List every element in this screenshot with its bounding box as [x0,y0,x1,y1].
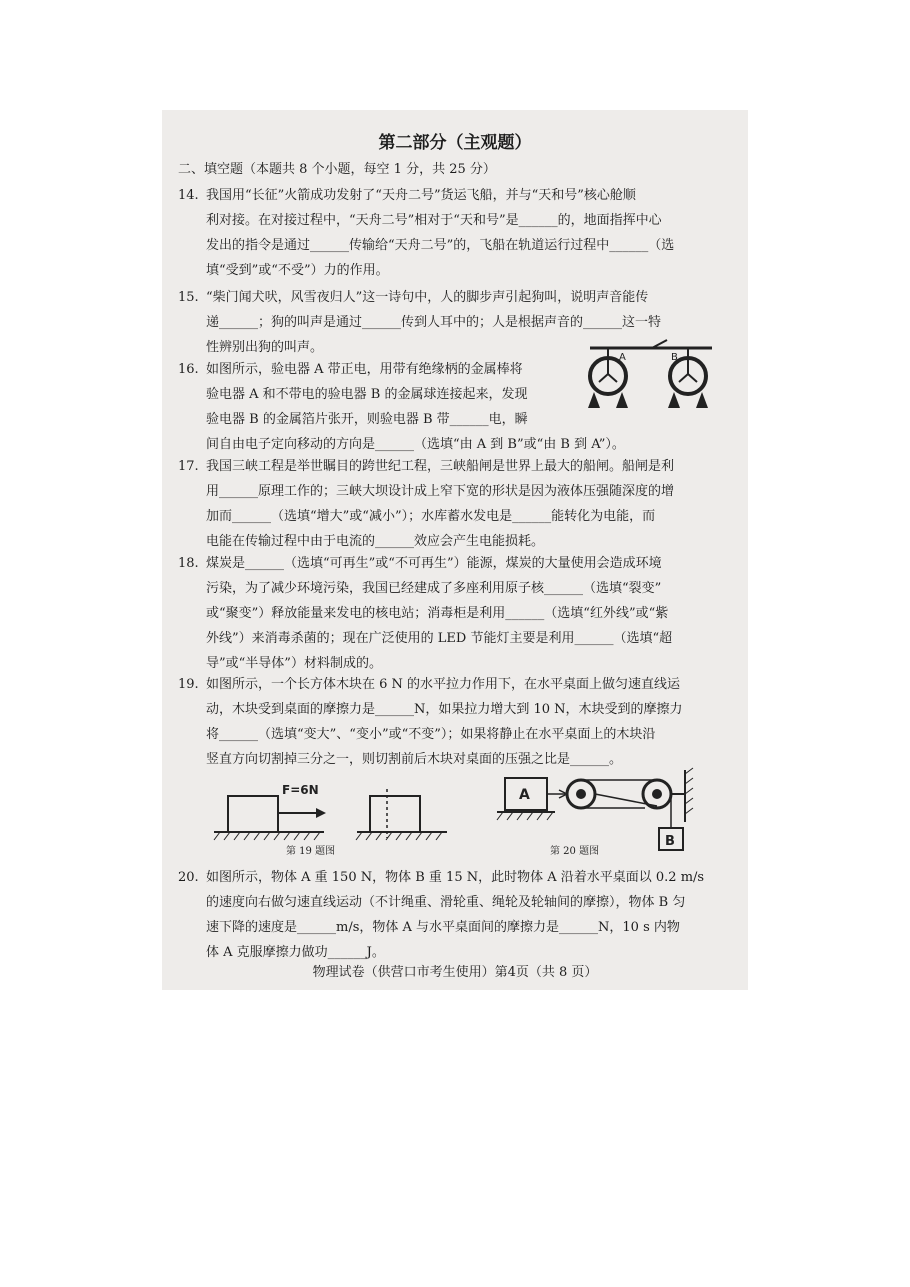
question-number: 18. [178,556,199,571]
question-line: 煤炭是______（选填“可再生”或“不可再生”）能源，煤炭的大量使用会造成环境 [206,556,662,571]
page-title: 第二部分（主观题） [378,133,532,153]
force-label: F=6N [282,783,319,797]
question-line: 验电器 B 的金属箔片张开，则验电器 B 带______电，瞬 [206,412,528,427]
question-line: 外线”）来消毒杀菌的；现在广泛使用的 LED 节能灯主要是利用______（选填“超 [206,631,673,646]
page-footer: 物理试卷（供营口市考生使用）第4页（共 8 页） [312,965,598,980]
question-number: 19. [178,677,199,692]
electroscope-a-label: A [619,352,626,363]
object-a-label: A [519,787,530,803]
question-line: 速下降的速度是______m/s，物体 A 与水平桌面间的摩擦力是______N，10 s 内物 [206,920,680,935]
question-line: 将______（选填“变大”、“变小”或“不变”）；如果将静止在水平桌面上的木块沿 [206,727,656,742]
question-19 [178,672,738,772]
question-line: 动，木块受到桌面的摩擦力是______N，如果拉力增大到 10 N，木块受到的摩擦力 [206,702,683,717]
question-line: 如图所示，一个长方体木块在 6 N 的水平拉力作用下，在水平桌面上做匀速直线运 [206,677,681,692]
question-line: 导”或“半导体”）材料制成的。 [206,656,382,671]
question-17 [178,454,738,554]
question-line: 利对接。在对接过程中，“天舟二号”相对于“天和号”是______的，地面指挥中心 [206,213,662,228]
exam-page-scan [162,110,748,990]
question-number: 17. [178,459,199,474]
question-line: 或“聚变”）释放能量来发电的核电站；消毒柜是利用______（选填“红外线”或“紫 [206,606,669,621]
question-line: 验电器 A 和不带电的验电器 B 的金属球连接起来，发现 [206,387,528,402]
question-line: 发出的指令是通过______传输给“天舟二号”的，飞船在轨道运行过程中______（选 [206,238,675,253]
figure-19-caption: 第 19 题图 [286,846,336,857]
question-line: “柴门闻犬吠，风雪夜归人”这一诗句中，人的脚步声引起狗叫，说明声音能传 [206,290,649,305]
electroscope-b-label: B [671,352,678,363]
question-line: 加而______（选填“增大”或“减小”）；水库蓄水发电是______能转化为电能，而 [206,509,656,524]
question-line: 的速度向右做匀速直线运动（不计绳重、滑轮重、绳轮及轮轴间的摩擦），物体 B 匀 [206,895,686,910]
pulley-system-figure [495,766,705,854]
question-line: 间自由电子定向移动的方向是______（选填“由 A 到 B”或“由 B 到 A”）。 [206,437,625,452]
block-pull-figure [212,775,452,845]
question-line: 竖直方向切割掉三分之一，则切割前后木块对桌面的压强之比是______。 [206,752,623,767]
question-number: 16. [178,362,199,377]
question-line: 我国用“长征”火箭成功发射了“天舟二号”货运飞船，并与“天和号”核心舱顺 [206,188,636,203]
question-line: 如图所示，物体 A 重 150 N，物体 B 重 15 N，此时物体 A 沿着水平桌面以 0.2 m/s [206,870,705,885]
electroscope-figure [582,338,722,414]
question-line: 性辨别出狗的叫声。 [206,340,324,355]
question-14 [178,183,738,283]
question-line: 填“受到”或“不受”）力的作用。 [206,263,389,278]
question-line: 电能在传输过程中由于电流的______效应会产生电能损耗。 [206,534,545,549]
section-heading: 二、填空题（本题共 8 个小题，每空 1 分，共 25 分） [178,162,496,177]
object-b-label: B [665,834,675,849]
question-20 [178,865,738,965]
question-line: 污染，为了减少环境污染，我国已经建成了多座利用原子核______（选填“裂变” [206,581,662,596]
question-number: 14. [178,188,199,203]
question-line: 递______；狗的叫声是通过______传到人耳中的；人是根据声音的______这一特 [206,315,662,330]
question-line: 如图所示，验电器 A 带正电，用带有绝缘柄的金属棒将 [206,362,523,377]
question-number: 20. [178,870,199,885]
figure-20-caption: 第 20 题图 [550,846,600,857]
question-number: 15. [178,290,199,305]
question-18 [178,551,738,676]
question-line: 我国三峡工程是举世瞩目的跨世纪工程，三峡船闸是世界上最大的船闸。船闸是利 [206,459,675,474]
question-line: 体 A 克服摩擦力做功______J。 [206,945,385,960]
question-line: 用______原理工作的；三峡大坝设计成上窄下宽的形状是因为液体压强随深度的增 [206,484,675,499]
